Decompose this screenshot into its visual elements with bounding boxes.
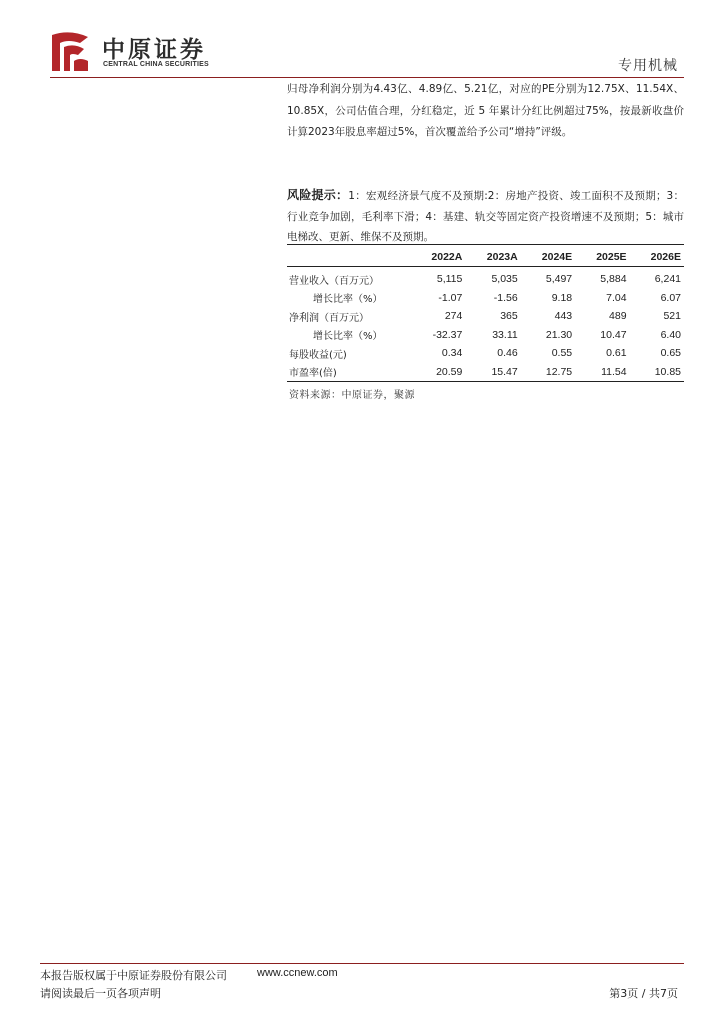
table-row xyxy=(287,344,684,363)
table-cell: 20.59 xyxy=(410,363,465,382)
table-cell: 21.30 xyxy=(545,328,573,341)
row-label: 市盈率(倍) xyxy=(287,363,410,382)
risk-heading: 风险提示： xyxy=(287,188,349,202)
header-divider xyxy=(50,77,684,78)
table-cell: 33.11 xyxy=(492,328,518,341)
footer-website-link[interactable]: www.ccnew.com xyxy=(257,967,338,979)
table-row xyxy=(287,326,684,345)
table-row xyxy=(287,307,684,326)
table-cell: 6.40 xyxy=(660,328,681,341)
row-label: 增长比率（%） xyxy=(313,294,383,306)
table-header-row xyxy=(287,245,684,267)
table-cell: 443 xyxy=(554,310,573,323)
table-cell: 489 xyxy=(609,310,627,323)
table-cell: 10.85 xyxy=(630,363,684,382)
row-label: 增长比率（%） xyxy=(313,331,383,343)
page-number: 第3页 / 共7页 xyxy=(609,987,678,1000)
row-label: 净利润（百万元） xyxy=(289,312,369,324)
financial-forecast-table xyxy=(287,244,684,382)
table-cell: 365 xyxy=(500,310,518,323)
table-cell: -1.07 xyxy=(438,291,463,304)
logo-english-name: CENTRAL CHINA SECURITIES xyxy=(103,61,209,68)
table-row xyxy=(287,267,684,289)
table-cell: 5,115 xyxy=(436,273,463,286)
table-cell: 521 xyxy=(663,310,681,323)
table-header-cell xyxy=(287,245,410,267)
table-cell: 15.47 xyxy=(465,363,520,382)
table-cell: 0.61 xyxy=(606,347,627,360)
footer-divider xyxy=(40,963,684,964)
table-cell: 12.75 xyxy=(521,363,575,382)
company-logo xyxy=(50,31,240,73)
row-label: 每股收益(元) xyxy=(289,349,347,361)
table-cell: 6,241 xyxy=(654,273,681,286)
table-header-cell: 2023A xyxy=(465,245,520,267)
table-cell: 0.65 xyxy=(660,347,681,360)
table-row xyxy=(287,363,684,382)
table-header-cell: 2025E xyxy=(575,245,629,267)
table-cell: 5,497 xyxy=(545,273,573,286)
table-header-cell: 2024E xyxy=(521,245,575,267)
footer-disclaimer: 请阅读最后一页各项声明 xyxy=(40,987,161,1000)
table-cell: 0.46 xyxy=(497,347,518,360)
section-tag: 专用机械 xyxy=(618,58,678,74)
table-cell: 0.55 xyxy=(551,347,573,360)
table-cell: 10.47 xyxy=(600,328,627,341)
table-cell: 5,035 xyxy=(491,273,518,286)
table-cell: 0.34 xyxy=(441,347,463,360)
table-source-note: 资料来源：中原证券，聚源 xyxy=(289,390,415,401)
row-label: 营业收入（百万元） xyxy=(289,275,379,287)
table-cell: 11.54 xyxy=(575,363,629,382)
central-china-securities-logo-icon xyxy=(50,31,92,73)
logo-chinese-name: 中原证券 xyxy=(102,36,206,63)
risk-text: 1：宏观经济景气度不及预期:2：房地产投资、竣工面积不及预期；3：行业竞争加剧，毛利率下滑；4：基建、轨交等固定资产投资增速不及预期；5：城市电梯改、更新、维保不及预期。 xyxy=(287,190,684,243)
table-cell: 7.04 xyxy=(606,291,627,304)
footer-copyright: 本报告版权属于中原证券股份有限公司 xyxy=(40,969,227,982)
table-cell: 274 xyxy=(444,310,463,323)
summary-paragraph: 归母净利润分别为4.43亿、4.89亿、5.21亿，对应的PE分别为12.75X、11.54X、10.85X，公司估值合理，分红稳定，近 5 年累计分红比例超过75%，按最新收盘价计算2023年股息率超过5%，首次覆盖给予公司“增持”评级。 xyxy=(287,83,684,138)
table-row xyxy=(287,289,684,308)
risk-section xyxy=(287,185,684,248)
table-cell: -1.56 xyxy=(493,291,518,304)
table-cell: 9.18 xyxy=(551,291,573,304)
table-cell: -32.37 xyxy=(432,328,463,341)
table-cell: 5,884 xyxy=(600,273,627,286)
table-header-cell: 2022A xyxy=(410,245,465,267)
table-cell: 6.07 xyxy=(660,291,681,304)
table-header-cell: 2026E xyxy=(630,245,684,267)
